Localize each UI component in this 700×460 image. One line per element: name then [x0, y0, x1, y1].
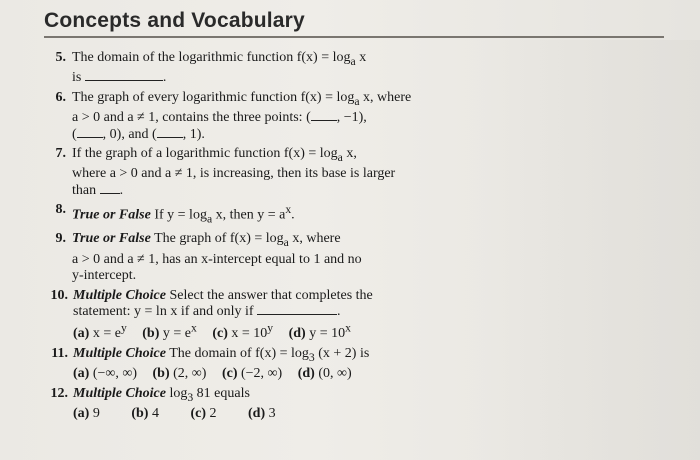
question-body [73, 386, 444, 423]
question-line: Multiple Choice Select the answer that completes the [73, 287, 373, 303]
choice-b[interactable]: (b) (2, ∞) [152, 366, 207, 382]
question-number: 12. [50, 385, 68, 401]
question-12 [44, 386, 444, 423]
question-body [72, 90, 444, 143]
answer-blank[interactable] [257, 313, 337, 315]
choice-d[interactable]: (d) 3 [248, 405, 276, 421]
choice-c[interactable]: (c) $x = 10^y$ [212, 321, 274, 342]
answer-blank[interactable] [311, 119, 337, 121]
question-type-tag: True or False [72, 208, 151, 224]
question-number: 7. [55, 146, 66, 162]
question-10 [44, 288, 444, 343]
choice-b[interactable]: (b) 4 [131, 405, 159, 421]
answer-choices [73, 366, 444, 383]
question-line: a > 0 and a ≠ 1, has an x-intercept equal to 1 and no [72, 251, 362, 267]
choice-c[interactable]: (c) (−2, ∞) [221, 366, 283, 382]
question-number: 10. [50, 287, 68, 303]
question-body [73, 346, 444, 383]
choice-a[interactable]: (a) 9 [73, 405, 100, 421]
header-divider [44, 36, 664, 38]
choice-d[interactable]: (d) (0, ∞) [297, 366, 352, 382]
section-title: Concepts and Vocabulary [44, 9, 305, 32]
question-9 [44, 231, 444, 284]
question-line: Multiple Choice $\log_3 81$ equals [73, 385, 250, 404]
choice-a[interactable]: (a) $x = e^y$ [73, 321, 127, 342]
question-5 [44, 50, 444, 87]
question-6 [44, 90, 444, 143]
answer-choices [73, 406, 444, 423]
question-line: The graph of every logarithmic function $f(x) = \log_a x$, where [72, 89, 412, 108]
question-11 [44, 346, 444, 383]
question-body [72, 202, 444, 228]
question-number: 6. [55, 89, 66, 105]
question-body [72, 50, 444, 87]
section-header [44, 6, 684, 36]
choice-d[interactable]: (d) $y = 10^x$ [288, 321, 351, 342]
question-8 [44, 202, 444, 228]
choice-a[interactable]: (a) (−∞, ∞) [73, 366, 138, 382]
question-type-tag: Multiple Choice [73, 345, 166, 361]
question-type-tag: Multiple Choice [73, 385, 166, 401]
choice-b[interactable]: (b) $y = e^x$ [142, 321, 197, 342]
question-number: 9. [55, 231, 66, 247]
question-line: is . [72, 70, 167, 86]
question-number: 11. [51, 345, 68, 361]
question-line: True or False The graph of $f(x) = \log_a x$, where [72, 231, 341, 250]
question-line: than . [72, 182, 124, 198]
question-line: If the graph of a logarithmic function $f(x) = \log_a x$, [72, 146, 357, 164]
answer-blank[interactable] [77, 136, 103, 138]
question-body [73, 288, 444, 343]
question-body [72, 146, 444, 199]
question-list [44, 50, 444, 425]
question-line: The domain of the logarithmic function $f(x) = \log_a x$ [72, 50, 367, 68]
question-line: Multiple Choice The domain of $f(x) = \log_3 (x + 2)$ is [73, 345, 370, 364]
choice-c[interactable]: (c) 2 [190, 405, 217, 421]
question-number: 8. [55, 202, 66, 218]
question-line: where a > 0 and a ≠ 1, is increasing, then its base is larger [72, 166, 396, 182]
question-line: statement: y = ln x if and only if . [73, 304, 341, 320]
question-line: True or False If $y = \log_a x$, then $y = a^x$. [72, 203, 295, 226]
page-shadow [470, 40, 700, 460]
question-line: y-intercept. [72, 268, 137, 284]
question-type-tag: Multiple Choice [73, 287, 166, 303]
question-line: ( , 0), and ( , 1). [72, 126, 205, 142]
answer-blank[interactable] [85, 79, 163, 81]
answer-choices [73, 321, 444, 343]
question-7 [44, 146, 444, 199]
question-type-tag: True or False [72, 231, 151, 247]
answer-blank[interactable] [100, 192, 120, 194]
question-number: 5. [55, 50, 66, 65]
answer-blank[interactable] [157, 136, 183, 138]
question-body [72, 231, 444, 284]
question-line: a > 0 and a ≠ 1, contains the three points: ( , −1), [72, 110, 367, 126]
